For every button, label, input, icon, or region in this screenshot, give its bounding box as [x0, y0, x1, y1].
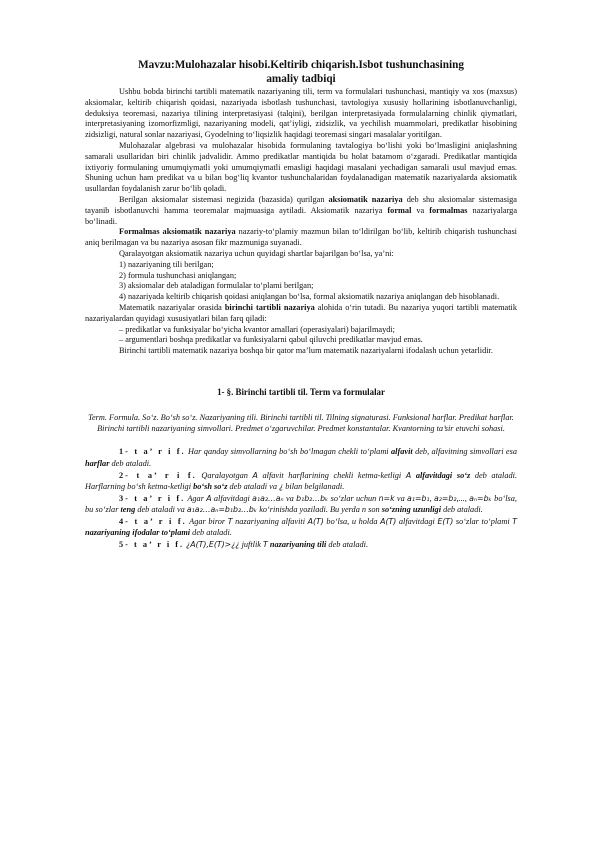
definition-2	[85, 470, 517, 493]
text: va	[411, 205, 430, 215]
definition-3	[85, 493, 517, 516]
term-teng: teng	[120, 505, 136, 515]
definition-number: 3-	[119, 493, 135, 503]
math-symbol: A	[405, 470, 412, 480]
definition-4	[85, 516, 517, 539]
title-line-2: amaliy tadbiqi	[266, 73, 336, 85]
math-equation: n=k	[378, 493, 395, 503]
text: deb ataladi.	[190, 528, 232, 538]
math-symbol: ¿	[279, 482, 284, 492]
term-birinchi-tartibli: birinchi tartibli nazariya	[224, 302, 315, 312]
text: bo‘lsa, u holda	[323, 516, 381, 526]
text: alfavit harflarining chekli ketma-ketligi	[257, 470, 406, 480]
text: deb ataladi. Harflarning bo‘sh ketma-ketligi	[85, 470, 518, 492]
intro-paragraph-4	[85, 227, 517, 249]
intro-paragraph-3	[85, 195, 517, 227]
math-symbol: T	[512, 516, 518, 526]
math-symbol: E(T)	[437, 516, 454, 526]
text: Agar	[185, 493, 207, 503]
intro-paragraph-7	[85, 303, 517, 325]
math-symbol: T	[263, 540, 268, 550]
math-equation: a₁=b₁	[407, 493, 430, 503]
intro-paragraph-1: Ushbu bobda birinchi tartibli matematik nazariyaning tili, term va formulalari tushunchasi, mantiqiy va xos (maxsus) aksiomalar, keltirib chiqarish qoidasi, nazariyada isbotlash tushunchasi, tavtologiya xususiy hollarining isbotlanuvchanligi, deduksiya teoremasi, nazariya tilining interpretasiyasi (talqini), berilgan interpretasiyada formulalarning chinlik qiymatlari, interpretasiyaning izomorfizmligi, nazariyaning modeli, qat’iyligi, zidsizlik, va yechilish muammolari, predikatlar hisobining zidsizligi, natural sonlar nazariyasi, Gyodelning to‘liqsizlik haqidagi teoremasi singari masalalar yoritilgan.	[85, 87, 517, 140]
text: alfavitdagi	[396, 516, 438, 526]
term-alfavitdagi-soz: alfavitdagi so‘z	[415, 470, 471, 480]
math-equation: a₂=b₂	[433, 493, 457, 503]
term-formalmas: formalmas	[429, 205, 468, 215]
intro-paragraph-8: Birinchi tartibli matematik nazariya boshqa bir qator ma’lum matematik nazariyalarni ifodalash uchun yetarlidir.	[119, 346, 493, 356]
math-symbol: A(T)	[307, 516, 324, 526]
definition-label: t a’ r i f.	[136, 470, 197, 480]
definition-number: 4-	[119, 516, 135, 526]
list-item: 1) nazariyaning tili berilgan;	[119, 259, 214, 269]
title-line-1: Mavzu:Mulohazalar hisobi.Keltirib chiqarish.Isbot tushunchasining	[138, 59, 464, 71]
term-nazariyaning-tili: nazariyaning tili	[269, 540, 327, 550]
definition-5	[85, 539, 517, 551]
list-item: 3) aksiomalar deb ataladigan formulalar to‘plami berilgan;	[119, 281, 314, 291]
text: deb ataladi va	[227, 482, 280, 492]
intro-paragraph-6: 4) nazariyada keltirib chiqarish qoidasi aniqlangan bo‘lsa, formal aksiomatik nazariya aniqlangan deb hisoblanadi.	[119, 292, 500, 302]
text: ,	[429, 493, 434, 503]
intro-paragraph-2: Mulohazalar algebrasi va mulohazalar hisobida formulaning tavtalogiya bo‘lishi yoki bo‘lmasligini aniqlashning samarali usullaridan biri chinlik jadvalidir. Ammo predikatlar mantiqida bu holat batamom o‘zgaradi. Predikatlar mantiqida ixtiyoriy formulaning umumqiymatli yoki umumqiymatli emasligi haqidagi masalani yechadigan samarali usul mavjud emas. Shuning uchun ham predikat va u bilan bog‘liq kvantor tushunchalaridan foydalanadigan matematik nazariyalarda aksiomatik usullardan foydalanish zarur bo‘lib qoladi.	[85, 140, 517, 194]
definition-label: t a’ r i f.	[134, 540, 185, 550]
text: Agar biror	[186, 516, 228, 526]
definition-label: t a’ r i f.	[134, 516, 187, 526]
text: Qaralayotgan	[196, 470, 253, 480]
text: nazariy-to‘plamiy mazmun bilan to‘ldirilgan bo‘lib, keltirib chiqarish tushunchasi aniq berilmagan va bu nazariya asosan fikr mazmuniga suyanadi.	[85, 227, 517, 248]
text: alohida o‘rin tutadi. Bu nazariya yuqori tartibli matematik nazariyalardan quyidagi xususiyatlari bilan farq qiladi:	[85, 302, 517, 323]
term-formalmas-aksiomatik: Formalmas aksiomatik nazariya	[119, 227, 236, 237]
text: bilan belgilanadi.	[283, 482, 345, 492]
term-aksiomatik-nazariya: aksiomatik nazariya	[328, 194, 403, 204]
text: alfavitdagi	[211, 493, 253, 503]
list-item: 2) formula tushunchasi aniqlangan;	[119, 270, 237, 280]
definition-label: t a’ r i f.	[134, 447, 186, 457]
math-equation: a₁a₂…aₙ=b₁b₂…bₖ	[186, 505, 258, 515]
math-word: a₁a₂…aₙ	[252, 493, 284, 503]
text: so‘zlar to‘plami	[453, 516, 513, 526]
text: Berilgan aksiomalar sistemasi negizida (bazasida) qurilgan	[119, 194, 329, 204]
text: juftlik	[239, 540, 264, 550]
term-harflar: harflar	[85, 458, 110, 468]
dash-item: – predikatlar va funksiyalar bo‘yicha kvantor amallari (operasiyalari) bajarilmaydi;	[119, 324, 395, 334]
text: Matematik nazariyalar orasida	[119, 302, 225, 312]
keywords: Term. Formula. So‘z. Bo‘sh so‘z. Nazariyaning tili. Birinchi tartibli til. Tilning signaturasi. Funksional harflar. Predikat harflar. Birinchi tartibli nazariyaning simvollari. Predmet o‘zgaruvchilar. Predmet konstantalar. Kvantorning ta’sir etuvchi sohasi.	[88, 412, 514, 434]
math-symbol: A	[252, 470, 258, 480]
text: nazariyalarga bo‘linadi.	[85, 205, 518, 226]
dash-item: – argumentlari boshqa predikatlar va funksiyalarni qabul qiluvchi predikatlar mavjud emas.	[119, 335, 423, 345]
text: ,...,	[456, 493, 470, 503]
text: Har qanday simvollarning bo‘sh bo‘lmagan chekli to‘plami	[185, 447, 392, 457]
text: deb ataladi.	[441, 505, 483, 515]
term-soz-uzunligi: so‘zning uzunligi	[381, 505, 442, 515]
math-symbol: A	[206, 493, 212, 503]
term-bosh-soz: bo‘sh so‘z	[193, 482, 228, 492]
text: deb, alfavitning simvollari esa	[412, 447, 517, 457]
definition-1	[85, 446, 517, 469]
math-pair: ¿A(T),E(T)>¿¿	[186, 540, 240, 550]
document-page	[85, 58, 517, 551]
term-alfavit: alfavit	[391, 447, 413, 457]
text: bo‘lsa, bu so‘zlar	[85, 493, 517, 515]
term-formal: formal	[387, 205, 412, 215]
text: va	[283, 493, 297, 503]
text: nazariyaning alfaviti	[232, 516, 308, 526]
definition-number: 1-	[119, 447, 135, 457]
text: deb shu aksiomalar sistemasiga tayanib isbotlanuvchi hamma teoremalar majmuasiga aytiladi. Aksiomatik nazariya	[85, 194, 517, 215]
text: deb ataladi va	[135, 505, 187, 515]
math-word: b₁b₂…bₖ	[296, 493, 329, 503]
text: deb ataladi.	[326, 540, 369, 550]
definition-number: 2-	[119, 470, 137, 480]
text: deb ataladi.	[109, 458, 152, 468]
text: ko‘rinishda yoziladi. Bu yerda n son	[257, 505, 382, 515]
section-heading: 1- §. Birinchi tartibli til. Term va formulalar	[217, 386, 385, 397]
page-title	[85, 58, 517, 86]
intro-paragraph-5: Qaralayotgan aksiomatik nazariya uchun quyidagi shartlar bajarilgan bo‘lsa, ya’ni:	[119, 248, 394, 258]
text: va	[394, 493, 408, 503]
definition-label: t a’ r i f.	[134, 493, 186, 503]
math-equation: aₙ=bₖ	[469, 493, 492, 503]
term-ifodalar-toplami: nazariyaning ifodalar to‘plami	[85, 528, 191, 538]
definition-number: 5-	[119, 540, 134, 550]
math-symbol: A(T)	[380, 516, 397, 526]
text: so‘zlar uchun	[328, 493, 379, 503]
math-symbol: T	[227, 516, 233, 526]
